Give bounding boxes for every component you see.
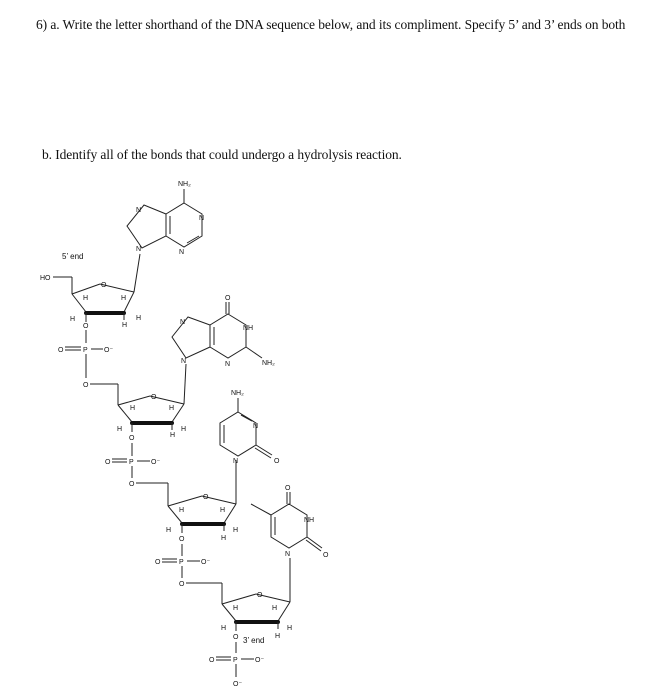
svg-text:H: H [287,625,293,632]
sugar-4 [221,558,292,641]
thymine-base [251,485,329,559]
svg-text:O: O [129,481,135,488]
adenine-base [127,181,204,256]
svg-text:NH: NH [243,325,254,332]
svg-text:N: N [181,358,187,365]
svg-text:NH₂: NH₂ [231,390,244,397]
svg-text:H: H [221,535,227,542]
svg-text:O: O [179,536,185,543]
sugar1-h: H [83,295,89,302]
svg-text:H: H [220,507,226,514]
svg-text:H: H [179,507,185,514]
svg-text:O: O [323,552,329,559]
phosphate-1 [58,330,118,405]
svg-text:O: O [225,295,231,302]
cytosine-base [220,390,280,465]
svg-text:H: H [221,625,227,632]
question-a: 6) a. Write the letter shorthand of the DNA sequence below, and its compliment. Specify 5’ and 3’ ends on both [36,17,626,32]
svg-text:NH₂: NH₂ [178,181,191,188]
svg-text:O⁻: O⁻ [233,681,243,688]
sugar-1 [70,254,141,330]
svg-text:H: H [170,432,176,439]
three-prime-end-label: 3’ end [243,636,265,645]
svg-text:H: H [169,405,175,412]
svg-text:N: N [253,423,259,430]
phosphate-4 [209,642,264,688]
svg-text:O: O [105,459,111,466]
svg-text:O: O [257,592,263,599]
svg-text:N: N [136,207,142,214]
svg-text:H: H [130,405,136,412]
question-b: b. Identify all of the bonds that could undergo a hydrolysis reaction. [42,147,402,162]
svg-text:O⁻: O⁻ [201,559,211,566]
phosphate-3 [155,544,222,604]
sugar1-h: H [136,315,142,322]
svg-text:O: O [233,634,239,641]
svg-text:P: P [83,347,88,354]
sugar1-h: H [122,322,128,329]
ho-label: HO [40,275,51,282]
svg-text:O: O [83,382,89,389]
svg-text:O⁻: O⁻ [151,459,161,466]
svg-text:H: H [272,605,278,612]
svg-text:N: N [199,215,205,222]
svg-text:N: N [179,249,185,256]
svg-text:O: O [58,347,64,354]
svg-text:P: P [233,657,238,664]
sugar1-ring-o: O [101,282,107,289]
svg-text:H: H [181,426,187,433]
svg-text:H: H [233,605,239,612]
svg-text:H: H [275,633,281,640]
svg-text:O⁻: O⁻ [104,347,114,354]
sugar-3 [166,460,238,543]
svg-text:H: H [117,426,123,433]
svg-text:O: O [129,435,135,442]
svg-text:O: O [203,494,209,501]
svg-text:H: H [166,527,172,534]
svg-text:O⁻: O⁻ [255,657,265,664]
guanine-base [172,295,275,368]
svg-text:N: N [285,551,291,558]
svg-text:O: O [179,581,185,588]
sugar1-h: H [70,316,76,323]
svg-text:N: N [180,319,186,326]
phosphate-2 [105,443,168,506]
svg-text:P: P [179,559,184,566]
svg-text:N: N [233,458,239,465]
svg-text:N: N [225,361,231,368]
svg-text:O: O [274,458,280,465]
svg-text:P: P [129,459,134,466]
svg-text:O: O [151,394,157,401]
svg-text:NH₂: NH₂ [262,360,275,367]
svg-text:NH: NH [304,517,315,524]
svg-text:H: H [233,527,239,534]
svg-text:O: O [155,559,161,566]
svg-text:N: N [136,246,142,253]
svg-text:O: O [209,657,215,664]
sugar1-o3: O [83,323,89,330]
five-prime-end-label: 5’ end [62,252,84,261]
sugar1-h: H [121,295,127,302]
svg-text:O: O [285,485,291,492]
sugar-2 [117,364,186,442]
